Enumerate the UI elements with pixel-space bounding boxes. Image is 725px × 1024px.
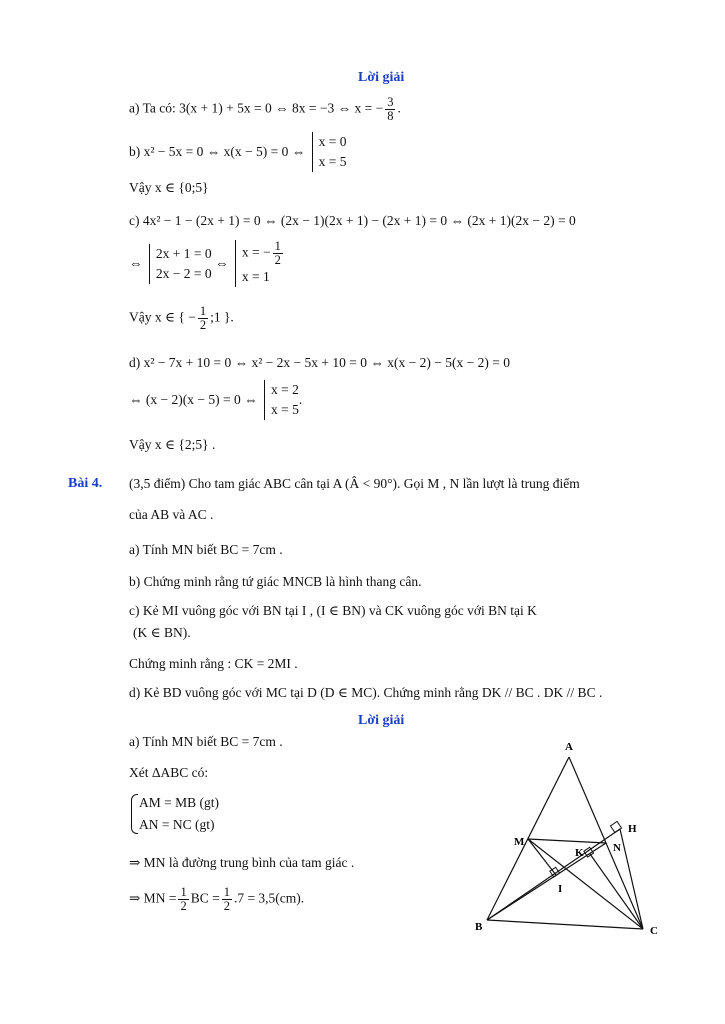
segment-ab bbox=[487, 757, 569, 920]
solution2-system bbox=[129, 792, 219, 836]
solution-a: a) Ta có: 3(x + 1) + 5x = 0 ⇔ 8x = −3 ⇔ x = − $\frac{3}{8}$ . bbox=[129, 95, 401, 123]
segment-mn bbox=[528, 839, 606, 843]
case-system: x = 0 x = 5 bbox=[312, 132, 347, 172]
question-b: b) Chứng minh rằng tứ giác MNCB là hình thang cân. bbox=[129, 574, 422, 589]
solution-c-line2: ⇔ 2x + 1 = 0 2x − 2 = 0 ⇔ x = − $\frac{1}{2}$ x = 1 bbox=[129, 240, 285, 287]
solution-b-conclusion: Vậy x ∈ {0;5} bbox=[129, 180, 209, 195]
solution2-conclusion-2: ⇒ MN = $\frac{1}{2}$ BC = $\frac{1}{2}$ .7 = 3,5(cm). bbox=[129, 885, 305, 913]
label-b: B bbox=[475, 921, 483, 933]
segment-bc bbox=[487, 920, 643, 929]
label-i: I bbox=[558, 883, 563, 895]
segment-ck bbox=[590, 854, 643, 929]
solution-heading-2: Lời giải bbox=[358, 713, 405, 728]
label-c: C bbox=[650, 925, 658, 937]
solution2-xet: Xét ΔABC có: bbox=[129, 765, 209, 780]
label-h: H bbox=[628, 823, 637, 835]
triangle-figure bbox=[460, 735, 680, 945]
solution-d-conclusion: Vậy x ∈ {2;5} . bbox=[129, 437, 216, 452]
label-a: A bbox=[565, 741, 573, 753]
problem-label: Bài 4. bbox=[68, 476, 103, 491]
solution-d-line2: ⇔ (x − 2)(x − 5) = 0 ⇔ x = 2 x = 5 . bbox=[129, 380, 302, 420]
label-m: M bbox=[514, 836, 525, 848]
question-c-line1: c) Kẻ MI vuông góc với BN tại I , (I ∈ BN) và CK vuông góc với BN tại K bbox=[129, 603, 537, 618]
case-system: 2x + 1 = 0 2x − 2 = 0 bbox=[149, 244, 212, 284]
solution-c-conclusion: Vậy x ∈ { − $\frac{1}{2}$ ;1 }. bbox=[129, 304, 234, 332]
problem-intro-2: của AB và AC . bbox=[129, 507, 214, 522]
solution2-conclusion-1: ⇒ MN là đường trung bình của tam giác . bbox=[129, 855, 355, 870]
question-c-line3: Chứng minh rằng : CK = 2MI . bbox=[129, 656, 298, 671]
problem-intro-1: (3,5 điểm) Cho tam giác ABC cân tại A (Â < 90°). Gọi M , N lần lượt là trung điểm bbox=[129, 476, 580, 491]
label-k: K bbox=[575, 847, 584, 859]
case-system: x = − $\frac{1}{2}$ x = 1 bbox=[235, 240, 285, 287]
solution2-a: a) Tính MN biết BC = 7cm . bbox=[129, 734, 283, 749]
solution-heading-1: Lời giải bbox=[358, 70, 405, 85]
segment-bh bbox=[487, 829, 620, 920]
solution-c-line1: c) 4x² − 1 − (2x + 1) = 0 ⇔ (2x − 1)(2x + 1) − (2x + 1) = 0 ⇔ (2x + 1)(2x − 2) = 0 bbox=[129, 213, 576, 228]
question-d: d) Kẻ BD vuông góc với MC tại D (D ∈ MC). Chứng minh rằng DK // BC . DK // BC . bbox=[129, 685, 603, 700]
label-n: N bbox=[613, 842, 621, 854]
solution-d-line1: d) x² − 7x + 10 = 0 ⇔ x² − 2x − 5x + 10 = 0 ⇔ x(x − 2) − 5(x − 2) = 0 bbox=[129, 355, 510, 370]
solution-b: b) x² − 5x = 0 ⇔ x(x − 5) = 0 ⇔ x = 0 x = 5 bbox=[129, 132, 347, 172]
question-a: a) Tính MN biết BC = 7cm . bbox=[129, 542, 283, 557]
fraction: $\frac{3}{8}$ bbox=[387, 95, 394, 123]
brace-system: AM = MB (gt) AN = NC (gt) bbox=[129, 792, 219, 836]
case-system: x = 2 x = 5 bbox=[264, 380, 299, 420]
question-c-line2: (K ∈ BN). bbox=[133, 625, 191, 640]
